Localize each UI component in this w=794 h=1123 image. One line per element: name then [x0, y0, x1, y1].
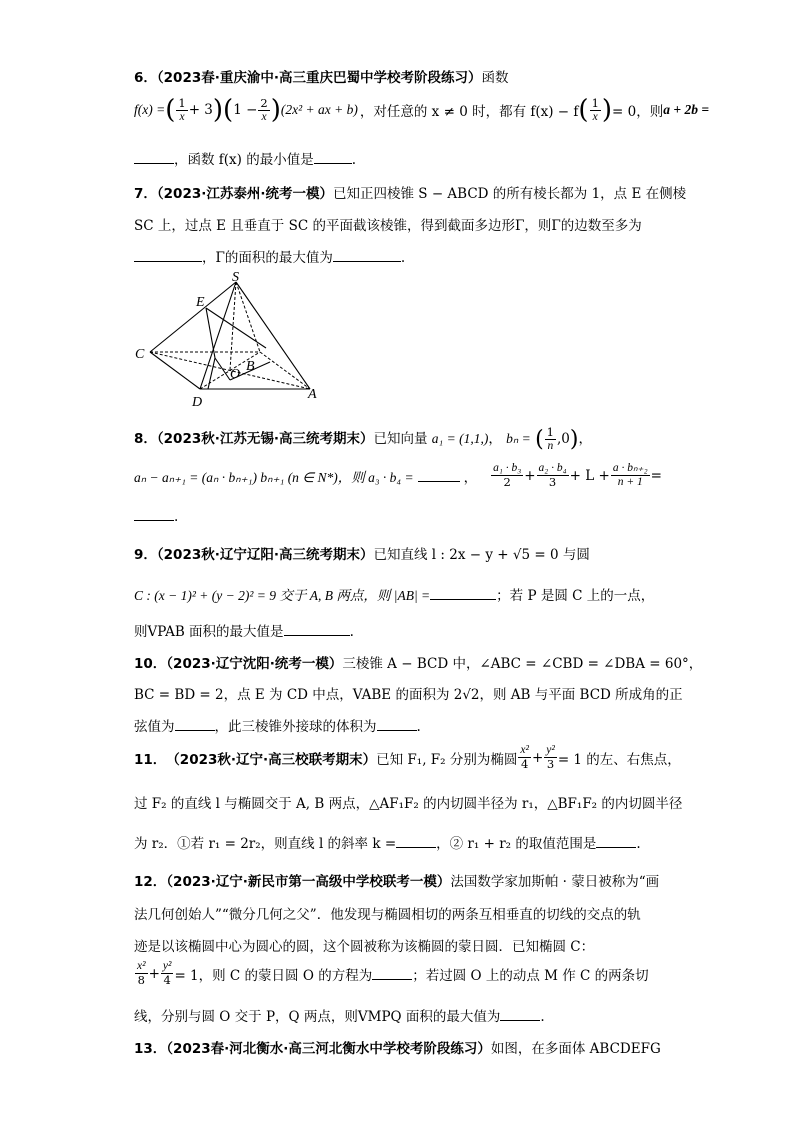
formula-text: a + 2b =	[663, 102, 710, 117]
question-text: 过 F₂ 的直线 l 与椭圆交于 A, B 两点，△AF₁F₂ 的内切圆半径为 r₁，△BF₁F₂ 的内切圆半径	[134, 796, 683, 812]
question-9-line3	[134, 620, 354, 640]
question-text: = 1 的左、右焦点，	[557, 751, 681, 768]
question-source: （2023秋·江苏无锡·高三统考期末）	[156, 431, 374, 447]
answer-blank[interactable]	[418, 469, 460, 482]
answer-blank[interactable]	[377, 718, 417, 731]
fraction: $\frac{1}{x}$	[591, 95, 599, 123]
answer-blank[interactable]	[396, 835, 436, 848]
question-text: 则VPAB 面积的最大值是	[134, 624, 284, 640]
question-8-line3	[134, 508, 178, 525]
fraction: $\frac{1}{n}$	[546, 425, 554, 452]
label-C: C	[135, 347, 145, 362]
label-O: O	[230, 367, 241, 382]
question-11-title: 11． （2023秋·辽宁·高三校联考期末） 已知 F₁, F₂ 分别为椭圆 $\frac{\text{x²}}{4}$ + $\frac{\text{y²}}{3}$ = 1 的左、右焦点，	[134, 744, 681, 771]
question-text: 弦值为	[134, 719, 175, 735]
label-E: E	[196, 295, 205, 310]
period: .	[174, 509, 179, 525]
question-text: = 0，则	[612, 104, 664, 120]
paren: (	[165, 95, 176, 125]
question-number: 12．	[134, 874, 167, 890]
question-text: 已知向量	[373, 431, 428, 447]
question-text: ，此三棱锥外接球的体积为	[214, 719, 377, 735]
question-text: = 1，则 C 的蒙日圆 O 的方程为	[174, 967, 373, 984]
answer-blank[interactable]	[134, 249, 202, 262]
label-S: S	[232, 272, 239, 285]
period: .	[416, 719, 421, 735]
answer-blank[interactable]	[134, 151, 174, 164]
question-text: ，对任意的 x ≠ 0 时，都有 f(x) − f	[359, 104, 579, 120]
formula-text: f(x) =	[134, 102, 166, 117]
question-number: 13．	[134, 1041, 167, 1057]
question-text: ，Γ的面积的最大值为	[202, 250, 333, 266]
question-12-line5	[134, 1005, 545, 1025]
fraction: $\frac{\text{a₁ · b₃}}{2}$	[493, 462, 522, 489]
question-source: （2023春·河北衡水·高三河北衡水中学校考阶段练习）	[166, 1041, 491, 1057]
paren: )	[270, 95, 281, 125]
fraction: $\frac{\text{y²}}{3}$	[546, 744, 555, 771]
question-text: 函数	[481, 70, 509, 86]
formula-text: aₙ − aₙ₊₁ = (aₙ · bₙ₊₁) bₙ₊₁ (n ∈ N*)，则 a₃ · b₄ =	[134, 469, 414, 485]
answer-blank[interactable]	[372, 967, 412, 980]
fraction: $\frac{\text{a₂ · b₄}}{3}$	[538, 462, 567, 489]
answer-blank[interactable]	[284, 623, 350, 636]
formula-text: + 3	[188, 102, 213, 118]
question-text: 如图，在多面体 ABCDEFG	[490, 1041, 661, 1057]
answer-blank[interactable]	[175, 718, 215, 731]
answer-blank[interactable]	[596, 835, 636, 848]
question-text: ；若 P 是圆 C 上的一点，	[496, 588, 655, 604]
period: .	[351, 152, 357, 168]
formula-text: a₁ = (1,1,)	[431, 431, 489, 446]
question-10-line2	[134, 683, 683, 703]
question-9-title	[134, 543, 590, 563]
period: .	[636, 836, 641, 852]
fraction: $\frac{\text{x²}}{4}$	[520, 744, 529, 771]
question-7-line2	[134, 214, 642, 234]
question-number: 11．	[134, 751, 167, 768]
question-13-title	[134, 1037, 661, 1057]
paren: (	[535, 427, 544, 452]
question-source: （2023·江苏泰州·统考一模）	[156, 186, 333, 202]
question-source: （2023·辽宁沈阳·统考一模）	[166, 656, 343, 672]
question-text: ；若过圆 O 上的动点 M 作 C 的两条切	[412, 967, 649, 984]
answer-blank[interactable]	[430, 587, 496, 600]
fraction: $\frac{2}{x}$	[260, 95, 268, 123]
question-8-title: 8．（2023秋·江苏无锡·高三统考期末）已知向量 a₁ = (1,1,)， bₙ = ( $\frac{1}{n}$ ,0)，	[134, 425, 592, 452]
question-6-formula	[134, 92, 709, 128]
question-text: 法几何创始人”“微分几何之父”．他发现与椭圆相切的两条互相垂直的切线的交点的轨	[134, 907, 641, 923]
formula-text: =	[650, 467, 662, 484]
question-source: （2023秋·辽宁辽阳·高三统考期末）	[156, 547, 374, 563]
question-12-title	[134, 870, 659, 890]
paren: )(	[212, 95, 234, 125]
question-11-line2	[134, 792, 682, 812]
question-text: SC 上，过点 E 且垂直于 SC 的平面截该棱锥，得到截面多边形Γ，则Γ的边数至多为	[134, 218, 642, 234]
question-11-line3	[134, 832, 641, 852]
fraction: $\frac{\text{x²}}{8}$	[137, 960, 146, 987]
question-source: （2023秋·辽宁·高三校联考期末）	[166, 751, 377, 768]
question-7-line3	[134, 246, 405, 266]
edge-SC	[150, 282, 236, 352]
section-line	[206, 308, 266, 348]
question-text: BC = BD = 2，点 E 为 CD 中点，VABE 的面积为 2√2，则 AB 与平面 BCD 所成角的正	[134, 687, 683, 703]
question-12-line4: $\frac{\text{x²}}{8}$ + $\frac{\text{y²}}{4}$ = 1，则 C 的蒙日圆 O 的方程为 ；若过圆 O 上的动点 M 作 C 的两条切	[137, 960, 649, 987]
question-text: ，函数 f(x) 的最小值是	[174, 152, 314, 168]
section-line	[215, 358, 230, 380]
question-number: 8．	[134, 431, 157, 447]
paren: (	[578, 95, 589, 125]
paren: )	[601, 95, 613, 125]
formula-text: ,0	[556, 431, 570, 447]
question-8-line2: aₙ − aₙ₊₁ = (aₙ · bₙ₊₁) bₙ₊₁ (n ∈ N*)，则 a₃ · b₄ = ， $\frac{\text{a₁ · b₃}}{2}$ + $\frac{\text{a₂ · b₄}}{3}$ + L + $\frac{\text{a · bₙ₊₂}}{n + 1}$ =	[134, 462, 662, 489]
question-text: 已知正四棱锥 S − ABCD 的所有棱长都为 1，点 E 在侧棱	[333, 186, 687, 202]
period: .	[400, 250, 406, 266]
fraction: $\frac{1}{x}$	[178, 95, 186, 123]
question-text: 为 r₂．①若 r₁ = 2r₂，则直线 l 的斜率 k =	[134, 836, 397, 852]
question-7-title	[134, 182, 686, 202]
period: .	[349, 624, 354, 640]
question-text: 线，分别与圆 O 交于 P，Q 两点，则VMPQ 面积的最大值为	[134, 1009, 501, 1025]
fraction: $\frac{\text{y²}}{4}$	[162, 960, 172, 987]
question-number: 10．	[134, 656, 167, 672]
question-12-line2	[134, 903, 641, 923]
period: .	[540, 1009, 545, 1025]
question-12-line3	[134, 935, 594, 955]
section-line	[206, 308, 215, 358]
answer-blank[interactable]	[314, 151, 352, 164]
answer-blank[interactable]	[333, 249, 401, 262]
label-B: B	[246, 359, 255, 374]
answer-blank[interactable]	[134, 508, 174, 521]
question-text: 法国数学家加斯帕 · 蒙日被称为“画	[450, 874, 660, 890]
label-D: D	[192, 395, 203, 410]
question-number: 9．	[134, 547, 157, 563]
question-text: 迹是以该椭圆中心为圆心的圆，这个圆被称为该椭圆的蒙日圆．已知椭圆 C：	[134, 939, 595, 955]
formula-text: C : (x − 1)² + (y − 2)² = 9 交于 A, B 两点，则 |AB| =	[134, 588, 431, 603]
question-6-title	[134, 66, 509, 86]
question-10-title	[134, 652, 702, 672]
paren: )	[569, 427, 579, 452]
fraction: $\frac{\text{a · bₙ₊₂}}{n + 1}$	[612, 462, 648, 488]
answer-blank[interactable]	[500, 1008, 540, 1021]
pyramid-figure	[130, 272, 330, 412]
question-10-line3	[134, 715, 421, 735]
formula-text: 1 −	[233, 102, 258, 118]
label-A: A	[308, 387, 317, 402]
question-text: 已知直线 l : 2x − y + √5 = 0 与圆	[373, 547, 590, 563]
formula-text: (2x² + ax + b)	[280, 102, 358, 117]
formula-text: + L +	[569, 467, 610, 484]
question-source: （2023春·重庆渝中·高三重庆巴蜀中学校考阶段练习）	[156, 70, 482, 86]
formula-text: bₙ =	[506, 431, 531, 446]
question-source: （2023·辽宁·新民市第一高级中学校联考一模）	[166, 874, 451, 890]
question-text: 三棱锥 A − BCD 中，∠ABC = ∠CBD = ∠DBA = 60°，	[342, 656, 703, 672]
question-text: 已知 F₁, F₂ 分别为椭圆	[376, 751, 518, 768]
question-6-line3	[134, 148, 356, 168]
question-number: 6．	[134, 70, 157, 86]
question-number: 7．	[134, 186, 157, 202]
edge-SB-hidden	[236, 282, 260, 352]
question-9-line2	[134, 584, 654, 604]
edge-BA-hidden	[260, 352, 310, 389]
question-text: ，② r₁ + r₂ 的取值范围是	[436, 836, 597, 852]
